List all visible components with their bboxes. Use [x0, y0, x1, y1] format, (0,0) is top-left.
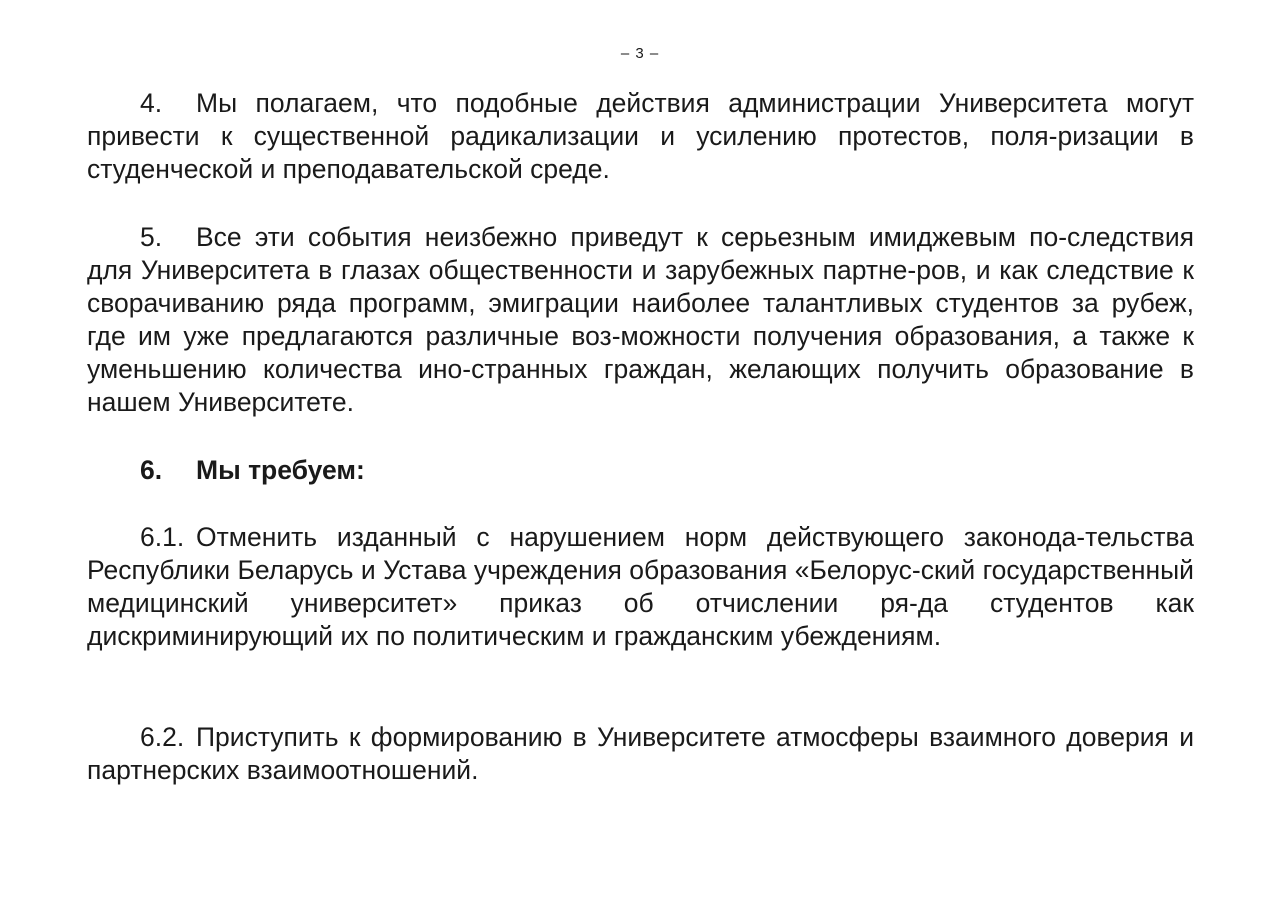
paragraph-text: Мы полагаем, что подобные действия администрации Университета могут привести к существенной радикализации и усилению протестов, поля-ризации в студенческой и преподавательской среде.	[87, 88, 1194, 184]
paragraph-5	[87, 221, 1194, 419]
heading-text: Мы требуем:	[196, 455, 365, 485]
paragraph-6-2	[87, 721, 1194, 787]
section-heading-demands	[87, 454, 1194, 487]
page-number: – 3 –	[620, 45, 660, 62]
paragraph-number: 4.	[140, 88, 163, 118]
paragraph-number: 6.1.	[140, 522, 185, 552]
paragraph-number: 6.	[140, 455, 163, 485]
paragraph-4	[87, 87, 1194, 186]
paragraph-6-1	[87, 521, 1194, 653]
paragraph-text: Отменить изданный с нарушением норм действующего законода-тельства Республики Беларусь и Устава учреждения образования «Белорус-ский государственный медицинский университет» приказ об отчислении ря-да студентов как дискриминирующий их по политическим и гражданским убеждениям.	[87, 522, 1194, 651]
paragraph-number: 5.	[140, 222, 163, 252]
paragraph-text: Приступить к формированию в Университете атмосферы взаимного доверия и партнерских взаимоотношений.	[87, 722, 1194, 785]
paragraph-text: Все эти события неизбежно приведут к серьезным имиджевым по-следствия для Университета в глазах общественности и зарубежных партне-ров, и как следствие к сворачиванию ряда программ, эмиграции наиболее талантливых студентов за рубеж, где им уже предлагаются различные воз-можности получения образования, а также к уменьшению количества ино-странных граждан, желающих получить образование в нашем Университете.	[87, 222, 1194, 417]
paragraph-number: 6.2.	[140, 722, 185, 752]
